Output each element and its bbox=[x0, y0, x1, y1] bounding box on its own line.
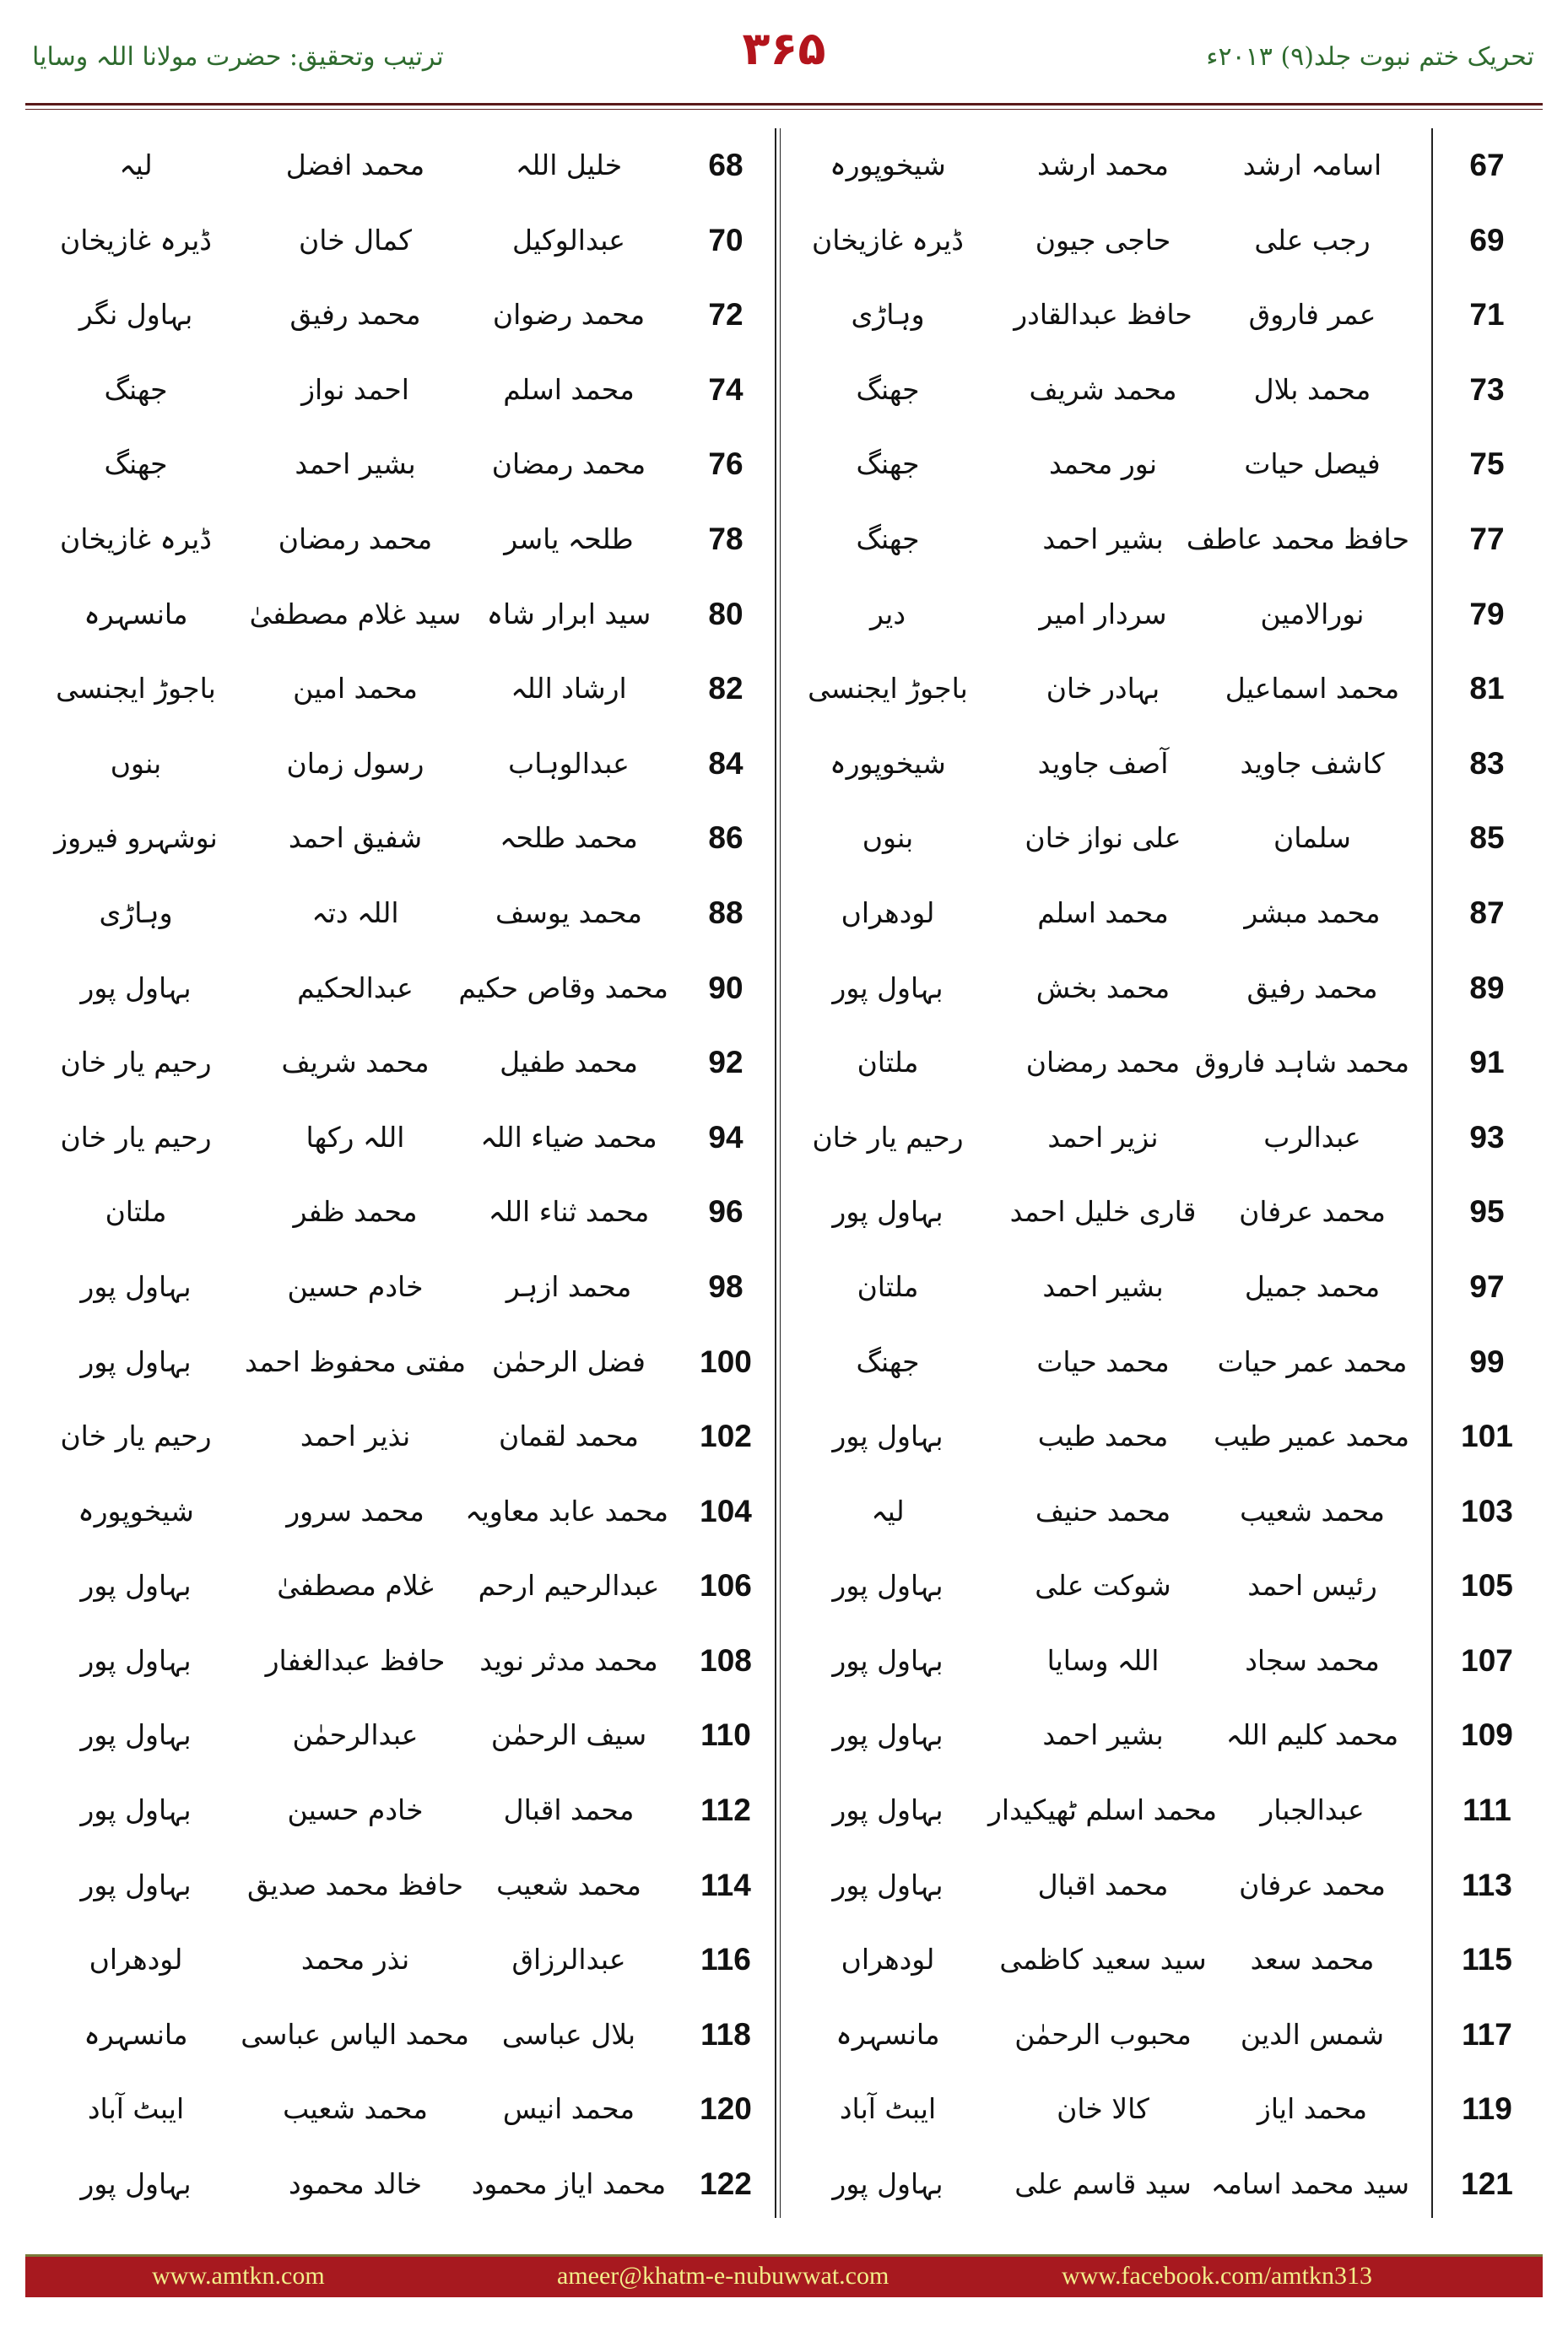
table-row bbox=[30, 128, 1534, 203]
cell-b-father: محمد افضل bbox=[285, 149, 425, 181]
cell-a-father: محمد اسلم bbox=[1037, 895, 1169, 929]
cell-a-no: 111 bbox=[1463, 1793, 1511, 1828]
header-rule bbox=[25, 103, 1543, 105]
cell-a-name: محمد سجاد bbox=[1245, 1643, 1380, 1677]
cell-a-name: کاشف جاوید bbox=[1240, 746, 1385, 780]
cell-a-name: محمد عرفان bbox=[1239, 1868, 1386, 1901]
cell-b-city: رحیم یار خان bbox=[60, 1120, 212, 1154]
cell-b-name: عبدالوکیل bbox=[512, 223, 625, 257]
cell-a-name: حافظ محمد عاطف bbox=[1186, 522, 1409, 555]
cell-b-name: عبدالوہاب bbox=[508, 746, 630, 780]
cell-b-name: عبدالرحیم ارحم bbox=[478, 1569, 660, 1603]
cell-a-city: بہاول پور bbox=[832, 1718, 944, 1752]
cell-b-name: ارشاد اللہ bbox=[511, 672, 627, 706]
cell-b-name: خلیل اللہ bbox=[515, 149, 623, 181]
cell-b-father: محمد ظفر bbox=[293, 1195, 418, 1229]
cell-b-father: عبدالرحمٰن bbox=[292, 1718, 419, 1752]
cell-a-father: محمد حنیف bbox=[1035, 1494, 1171, 1528]
cell-b-city: ڈیرہ غازیخان bbox=[60, 223, 212, 257]
cell-a-father: محمد حیات bbox=[1036, 1344, 1170, 1378]
cell-a-name: رئیس احمد bbox=[1247, 1569, 1377, 1603]
cell-a-name: محمد سعد bbox=[1250, 1943, 1375, 1977]
cell-b-father: حافظ عبدالغفار bbox=[265, 1643, 446, 1677]
cell-a-no: 75 bbox=[1469, 446, 1505, 482]
cell-a-name: عبدالرب bbox=[1263, 1120, 1361, 1154]
cell-b-father: شفیق احمد bbox=[288, 821, 423, 855]
cell-a-city: مانسہرہ bbox=[835, 2017, 940, 2051]
cell-a-no: 83 bbox=[1469, 745, 1505, 781]
cell-b-father: نذیر احمد bbox=[300, 1420, 411, 1453]
cell-b-name: محمد شعیب bbox=[496, 1868, 641, 1901]
cell-b-city: ایبٹ آباد bbox=[87, 2092, 185, 2126]
cell-b-city: بنوں bbox=[110, 746, 162, 780]
cell-b-no: 114 bbox=[700, 1867, 751, 1902]
cell-a-no: 101 bbox=[1461, 1419, 1513, 1454]
cell-a-father: نور محمد bbox=[1048, 447, 1158, 481]
cell-a-city: بہاول پور bbox=[832, 1569, 944, 1603]
cell-a-city: بہاول پور bbox=[832, 971, 944, 1004]
cell-b-no: 108 bbox=[700, 1642, 752, 1678]
cell-b-city: شیخوپورہ bbox=[78, 1494, 194, 1528]
table-row bbox=[30, 727, 1534, 802]
cell-b-city: بہاول پور bbox=[80, 1793, 192, 1827]
cell-b-name: محمد رمضان bbox=[491, 447, 646, 481]
cell-a-name: محمد کلیم اللہ bbox=[1225, 1718, 1399, 1752]
table-row bbox=[30, 1998, 1534, 2073]
cell-b-city: بہاول پور bbox=[80, 1344, 192, 1378]
table-row bbox=[30, 353, 1534, 428]
cell-b-no: 72 bbox=[708, 297, 743, 333]
cell-a-no: 69 bbox=[1469, 222, 1505, 257]
cell-b-no: 112 bbox=[700, 1793, 751, 1828]
cell-a-name: محمد عرفان bbox=[1239, 1195, 1386, 1229]
cell-a-father: اللہ وسایا bbox=[1046, 1643, 1160, 1677]
cell-b-name: محمد یوسف bbox=[495, 895, 642, 929]
cell-a-no: 99 bbox=[1469, 1344, 1505, 1379]
cell-a-no: 77 bbox=[1469, 521, 1505, 556]
cell-a-no: 119 bbox=[1462, 2091, 1512, 2127]
cell-a-name: محمد عمر حیات bbox=[1217, 1344, 1408, 1378]
cell-b-city: بہاول پور bbox=[80, 1643, 192, 1677]
cell-b-name: محمد عابد معاویہ bbox=[465, 1494, 668, 1528]
cell-b-name: محمد اسلم bbox=[503, 372, 635, 406]
cell-b-city: بہاول نگر bbox=[78, 298, 193, 332]
cell-b-city: جھنگ bbox=[104, 372, 168, 406]
cell-a-no: 73 bbox=[1469, 371, 1505, 407]
cell-b-father: محمد رمضان bbox=[278, 522, 433, 555]
cell-b-no: 76 bbox=[708, 446, 743, 482]
cell-b-father: بشیر احمد bbox=[295, 447, 416, 481]
cell-a-name: اسامہ ارشد bbox=[1242, 149, 1382, 181]
cell-a-father: علی نواز خان bbox=[1025, 821, 1181, 855]
cell-b-name: محمد انیس bbox=[502, 2092, 635, 2126]
cell-b-name: سید ابرار شاہ bbox=[486, 597, 652, 630]
cell-a-no: 109 bbox=[1461, 1717, 1513, 1753]
cell-a-no: 87 bbox=[1469, 895, 1505, 930]
cell-b-father: غلام مصطفیٰ bbox=[277, 1569, 434, 1603]
table-row bbox=[30, 1624, 1534, 1699]
table-row bbox=[30, 1923, 1534, 1998]
cell-b-name: محمد مدثر نوید bbox=[479, 1643, 658, 1677]
cell-a-father: محمد شریف bbox=[1029, 372, 1177, 406]
cell-b-father: محمد الیاس عباسی bbox=[241, 2017, 469, 2051]
cell-a-no: 93 bbox=[1469, 1119, 1505, 1155]
cell-a-city: دیر bbox=[869, 597, 906, 630]
cell-b-no: 84 bbox=[708, 745, 743, 781]
cell-a-no: 97 bbox=[1469, 1268, 1505, 1304]
cell-b-city: لودھراں bbox=[89, 1943, 183, 1977]
cell-a-city: بہاول پور bbox=[832, 1868, 944, 1901]
cell-b-city: وہاڑی bbox=[99, 895, 173, 929]
cell-b-name: محمد وقاص حکیم bbox=[458, 971, 668, 1004]
cell-a-name: محمد شعیب bbox=[1240, 1494, 1385, 1528]
cell-a-city: لودھراں bbox=[841, 895, 935, 929]
cell-b-name: محمد ضیاء اللہ bbox=[480, 1120, 657, 1154]
cell-a-no: 103 bbox=[1461, 1493, 1513, 1528]
cell-a-no: 117 bbox=[1462, 2016, 1512, 2052]
cell-b-city: نوشہرو فیروز bbox=[54, 821, 218, 855]
cell-a-no: 121 bbox=[1461, 2166, 1513, 2202]
cell-b-no: 98 bbox=[708, 1268, 743, 1304]
table-row bbox=[30, 278, 1534, 353]
cell-b-name: محمد طلحہ bbox=[500, 821, 638, 855]
cell-a-father: سید سعید کاظمی bbox=[999, 1943, 1207, 1977]
cell-a-father: بشیر احمد bbox=[1042, 1718, 1164, 1752]
cell-b-father: محمد رفیق bbox=[289, 298, 421, 332]
cell-b-no: 88 bbox=[708, 895, 743, 930]
cell-b-no: 74 bbox=[708, 371, 743, 407]
cell-b-no: 122 bbox=[700, 2166, 752, 2202]
cell-a-name: محمد اسماعیل bbox=[1225, 672, 1400, 706]
cell-b-father: محمد سرور bbox=[286, 1494, 424, 1528]
table-row bbox=[30, 652, 1534, 727]
cell-a-no: 89 bbox=[1469, 970, 1505, 1005]
cell-b-name: طلحہ یاسر bbox=[504, 522, 634, 555]
cell-b-city: بہاول پور bbox=[80, 2167, 192, 2201]
cell-a-city: شیخوپورہ bbox=[830, 149, 946, 181]
cell-b-city: بہاول پور bbox=[80, 1269, 192, 1303]
cell-a-city: بہاول پور bbox=[832, 2167, 944, 2201]
table-row bbox=[30, 801, 1534, 876]
cell-a-father: نزیر احمد bbox=[1047, 1120, 1159, 1154]
table-row bbox=[30, 1773, 1534, 1848]
cell-b-no: 80 bbox=[708, 596, 743, 631]
cell-b-father: نذر محمد bbox=[300, 1943, 410, 1977]
cell-b-city: ملتان bbox=[105, 1195, 167, 1229]
cell-a-father: محمد بخش bbox=[1035, 971, 1171, 1004]
cell-b-name: محمد ایاز محمود bbox=[471, 2167, 667, 2201]
cell-b-father: سید غلام مصطفیٰ bbox=[249, 597, 462, 630]
cell-b-no: 96 bbox=[708, 1194, 743, 1230]
cell-b-no: 110 bbox=[700, 1717, 751, 1753]
table-row bbox=[30, 1325, 1534, 1400]
cell-a-city: جھنگ bbox=[856, 447, 920, 481]
cell-b-no: 104 bbox=[700, 1493, 752, 1528]
table-row bbox=[30, 2072, 1534, 2147]
cell-a-no: 85 bbox=[1469, 820, 1505, 856]
cell-a-city: جھنگ bbox=[856, 522, 920, 555]
cell-a-city: جھنگ bbox=[856, 372, 920, 406]
table-row bbox=[30, 203, 1534, 279]
cell-a-father: محمد اقبال bbox=[1037, 1868, 1169, 1901]
cell-b-father: اللہ رکھا bbox=[305, 1120, 405, 1154]
cell-b-name: عبدالرزاق bbox=[511, 1943, 626, 1977]
cell-a-father: محمد طیب bbox=[1037, 1420, 1169, 1453]
cell-b-city: بہاول پور bbox=[80, 1718, 192, 1752]
cell-a-name: فیصل حیات bbox=[1244, 447, 1381, 481]
cell-a-city: باجوڑ ایجنسی bbox=[808, 672, 968, 706]
cell-a-no: 71 bbox=[1469, 297, 1505, 333]
cell-a-city: بہاول پور bbox=[832, 1793, 944, 1827]
cell-b-father: محمد شریف bbox=[281, 1046, 430, 1079]
book-title: تحریک ختم نبوت جلد(۹) ۲۰۱۳ء bbox=[1206, 42, 1534, 72]
names-table bbox=[30, 128, 1534, 2222]
facebook-link[interactable]: www.facebook.com/amtkn313 bbox=[1062, 2262, 1372, 2290]
cell-b-no: 82 bbox=[708, 671, 743, 706]
cell-a-no: 67 bbox=[1469, 148, 1505, 182]
cell-a-father: سردار امیر bbox=[1039, 597, 1167, 630]
cell-a-no: 115 bbox=[1462, 1942, 1512, 1977]
cell-b-name: فضل الرحمٰن bbox=[492, 1344, 646, 1378]
cell-b-name: بلال عباسی bbox=[501, 2017, 636, 2051]
cell-b-father: خادم حسین bbox=[287, 1793, 424, 1827]
cell-b-no: 70 bbox=[708, 222, 743, 257]
cell-a-name: عبدالجبار bbox=[1260, 1793, 1365, 1827]
cell-b-no: 90 bbox=[708, 970, 743, 1005]
table-row bbox=[30, 1101, 1534, 1176]
table-row bbox=[30, 1025, 1534, 1101]
cell-a-no: 79 bbox=[1469, 596, 1505, 631]
cell-b-name: محمد رضوان bbox=[492, 298, 646, 332]
table-row bbox=[30, 1250, 1534, 1325]
cell-a-city: ملتان bbox=[857, 1269, 919, 1303]
table-row bbox=[30, 876, 1534, 951]
cell-a-father: قاری خلیل احمد bbox=[1009, 1195, 1197, 1229]
cell-a-name: محمد رفیق bbox=[1246, 971, 1378, 1004]
table-row bbox=[30, 577, 1534, 652]
cell-a-name: محمد شاہد فاروق bbox=[1194, 1046, 1409, 1079]
cell-b-father: احمد نواز bbox=[301, 372, 409, 406]
cell-b-father: محمد شعیب bbox=[283, 2092, 428, 2126]
cell-a-city: ڈیرہ غازیخان bbox=[812, 223, 964, 257]
cell-a-father: حافظ عبدالقادر bbox=[1014, 298, 1192, 332]
cell-a-father: بشیر احمد bbox=[1042, 1269, 1164, 1303]
cell-b-no: 92 bbox=[708, 1045, 743, 1080]
cell-b-city: لیہ bbox=[119, 149, 153, 181]
table-row bbox=[30, 2147, 1534, 2222]
cell-a-name: محمد جمیل bbox=[1244, 1269, 1381, 1303]
cell-b-name: محمد اقبال bbox=[503, 1793, 635, 1827]
table-row bbox=[30, 1399, 1534, 1474]
cell-a-father: شوکت علی bbox=[1035, 1569, 1171, 1603]
cell-b-no: 116 bbox=[700, 1942, 751, 1977]
cell-a-father: آصف جاوید bbox=[1037, 746, 1169, 780]
email-link[interactable]: ameer@khatm-e-nubuwwat.com bbox=[557, 2262, 889, 2290]
cell-b-no: 120 bbox=[700, 2091, 752, 2127]
table-row bbox=[30, 1175, 1534, 1250]
cell-a-no: 81 bbox=[1469, 671, 1505, 706]
cell-b-city: بہاول پور bbox=[80, 1569, 192, 1603]
cell-b-no: 86 bbox=[708, 820, 743, 856]
cell-a-name: محمد عمیر طیب bbox=[1214, 1420, 1409, 1453]
cell-a-name: سلمان bbox=[1273, 821, 1351, 855]
cell-a-city: جھنگ bbox=[856, 1344, 920, 1378]
cell-a-father: سید قاسم علی bbox=[1014, 2167, 1192, 2201]
cell-b-city: مانسہرہ bbox=[84, 597, 188, 630]
table-row bbox=[30, 427, 1534, 502]
cell-b-no: 68 bbox=[708, 148, 743, 182]
page-number: ۳۶۵ bbox=[742, 22, 826, 75]
cell-a-city: بہاول پور bbox=[832, 1195, 944, 1229]
cell-a-name: محمد بلال bbox=[1253, 372, 1371, 406]
cell-a-city: بنوں bbox=[862, 821, 914, 855]
cell-a-name: شمس الدین bbox=[1240, 2017, 1385, 2051]
cell-b-no: 118 bbox=[700, 2016, 751, 2052]
page-footer bbox=[25, 2254, 1543, 2297]
cell-a-name: عمر فاروق bbox=[1248, 298, 1376, 332]
cell-b-father: خادم حسین bbox=[287, 1269, 424, 1303]
cell-b-no: 100 bbox=[700, 1344, 752, 1379]
cell-b-city: ڈیرہ غازیخان bbox=[60, 522, 212, 555]
cell-b-city: باجوڑ ایجنسی bbox=[56, 672, 216, 706]
cell-a-city: ایبٹ آباد bbox=[839, 2092, 937, 2126]
cell-a-city: لودھراں bbox=[841, 1943, 935, 1977]
cell-b-father: خالد محمود bbox=[288, 2167, 423, 2201]
cell-b-no: 78 bbox=[708, 521, 743, 556]
cell-a-city: بہاول پور bbox=[832, 1420, 944, 1453]
cell-a-name: محمد مبشر bbox=[1244, 895, 1381, 929]
cell-a-father: بشیر احمد bbox=[1042, 522, 1164, 555]
cell-b-father: اللہ دتہ bbox=[311, 895, 399, 929]
cell-b-father: عبدالحکیم bbox=[297, 971, 414, 1004]
cell-a-city: ملتان bbox=[857, 1046, 919, 1079]
table-row bbox=[30, 1848, 1534, 1923]
table-row bbox=[30, 1549, 1534, 1624]
cell-a-name: محمد ایاز bbox=[1257, 2092, 1368, 2126]
cell-b-city: مانسہرہ bbox=[84, 2017, 188, 2051]
cell-b-city: بہاول پور bbox=[80, 1868, 192, 1901]
cell-a-name: نورالامین bbox=[1260, 597, 1365, 630]
cell-a-no: 91 bbox=[1469, 1045, 1505, 1080]
cell-a-name: رجب علی bbox=[1254, 223, 1371, 257]
cell-b-father: حافظ محمد صدیق bbox=[247, 1868, 463, 1901]
cell-b-city: جھنگ bbox=[104, 447, 168, 481]
cell-a-father: محمد اسلم ٹھیکیدار bbox=[987, 1793, 1217, 1827]
cell-a-father: محمد رمضان bbox=[1025, 1046, 1181, 1079]
cell-a-no: 113 bbox=[1462, 1867, 1512, 1902]
cell-a-father: بہادر خان bbox=[1046, 672, 1160, 706]
cell-b-no: 94 bbox=[708, 1119, 743, 1155]
cell-a-city: بہاول پور bbox=[832, 1643, 944, 1677]
table-row bbox=[30, 1474, 1534, 1550]
page-header bbox=[0, 0, 1568, 101]
cell-b-name: محمد ازہر bbox=[506, 1269, 632, 1303]
cell-a-city: لیہ bbox=[871, 1494, 905, 1528]
cell-b-father: کمال خان bbox=[299, 223, 412, 257]
cell-b-city: رحیم یار خان bbox=[60, 1046, 212, 1079]
header-rule-thin bbox=[25, 109, 1543, 110]
cell-a-father: محمد ارشد bbox=[1037, 149, 1169, 181]
cell-a-father: حاجی جیون bbox=[1035, 223, 1171, 257]
cell-a-city: رحیم یار خان bbox=[812, 1120, 964, 1154]
cell-a-city: وہاڑی bbox=[851, 298, 925, 332]
cell-b-father: محمد امین bbox=[293, 672, 418, 706]
cell-b-city: رحیم یار خان bbox=[60, 1420, 212, 1453]
table-row bbox=[30, 1698, 1534, 1773]
cell-a-father: کالا خان bbox=[1057, 2092, 1149, 2126]
cell-b-name: محمد ثناء اللہ bbox=[488, 1195, 650, 1229]
cell-b-no: 106 bbox=[700, 1568, 752, 1604]
website-link[interactable]: www.amtkn.com bbox=[152, 2262, 325, 2290]
cell-a-no: 107 bbox=[1461, 1642, 1513, 1678]
cell-a-name: سید محمد اسامہ bbox=[1210, 2167, 1409, 2201]
cell-b-name: محمد طفیل bbox=[500, 1046, 638, 1079]
table-row bbox=[30, 502, 1534, 577]
cell-a-no: 105 bbox=[1461, 1568, 1513, 1604]
cell-b-father: رسول زمان bbox=[286, 746, 424, 780]
cell-a-father: محبوب الرحمٰن bbox=[1014, 2017, 1192, 2051]
cell-b-city: بہاول پور bbox=[80, 971, 192, 1004]
cell-b-no: 102 bbox=[700, 1419, 752, 1454]
cell-b-name: سیف الرحمٰن bbox=[490, 1718, 647, 1752]
cell-a-city: شیخوپورہ bbox=[830, 746, 946, 780]
cell-b-name: محمد لقمان bbox=[499, 1420, 639, 1453]
table-row bbox=[30, 951, 1534, 1026]
cell-b-father: مفتی محفوظ احمد bbox=[244, 1344, 467, 1378]
compiler-credit: ترتیب وتحقیق: حضرت مولانا اللہ وسایا bbox=[32, 42, 444, 72]
cell-a-no: 95 bbox=[1469, 1194, 1505, 1230]
